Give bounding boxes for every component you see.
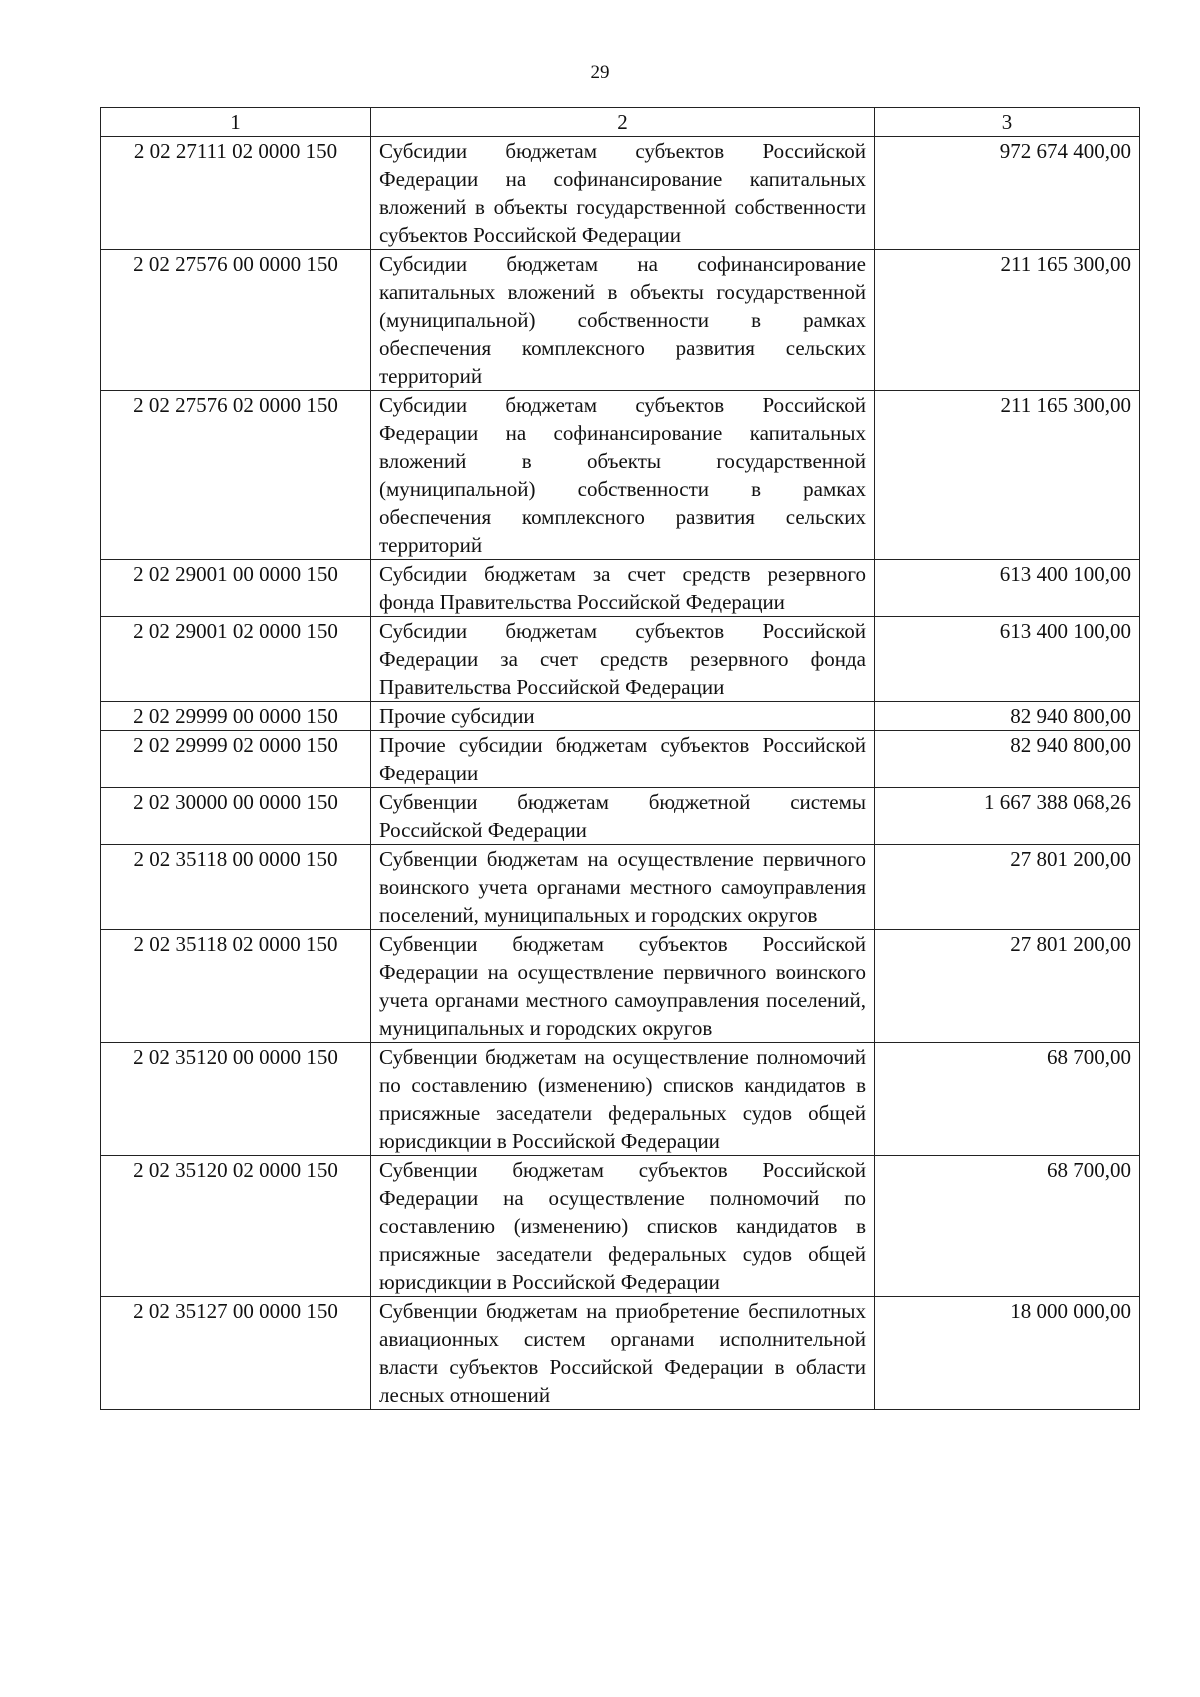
- table-row: [101, 1043, 1140, 1156]
- amount-cell: 211 165 300,00: [875, 391, 1140, 560]
- code-cell: 2 02 35120 00 0000 150: [101, 1043, 371, 1156]
- amount-cell: 613 400 100,00: [875, 560, 1140, 617]
- code-cell: 2 02 27576 02 0000 150: [101, 391, 371, 560]
- description-cell: Субвенции бюджетам на приобретение беспилотных авиационных систем органами исполнительной власти субъектов Российской Федерации в области лесных отношений: [371, 1297, 875, 1410]
- amount-cell: 82 940 800,00: [875, 731, 1140, 788]
- code-cell: 2 02 35118 00 0000 150: [101, 845, 371, 930]
- table-row: [101, 845, 1140, 930]
- code-cell: 2 02 35120 02 0000 150: [101, 1156, 371, 1297]
- table-row: [101, 1156, 1140, 1297]
- table-row: [101, 930, 1140, 1043]
- description-cell: Субсидии бюджетам за счет средств резервного фонда Правительства Российской Федерации: [371, 560, 875, 617]
- description-cell: Субвенции бюджетам субъектов Российской Федерации на осуществление полномочий по составлению (изменению) списков кандидатов в присяжные заседатели федеральных судов общей юрисдикции в Российской Федерации: [371, 1156, 875, 1297]
- description-cell: Прочие субсидии бюджетам субъектов Российской Федерации: [371, 731, 875, 788]
- page-number: 29: [590, 62, 610, 83]
- table-row: [101, 731, 1140, 788]
- table-row: [101, 250, 1140, 391]
- code-cell: 2 02 29001 02 0000 150: [101, 617, 371, 702]
- column-header-code: 1: [101, 108, 371, 137]
- amount-cell: 82 940 800,00: [875, 702, 1140, 731]
- description-cell: Субвенции бюджетам на осуществление первичного воинского учета органами местного самоуправления поселений, муниципальных и городских округов: [371, 845, 875, 930]
- description-cell: Субсидии бюджетам субъектов Российской Федерации на софинансирование капитальных вложений в объекты государственной собственности субъектов Российской Федерации: [371, 137, 875, 250]
- amount-cell: 27 801 200,00: [875, 930, 1140, 1043]
- code-cell: 2 02 29001 00 0000 150: [101, 560, 371, 617]
- code-cell: 2 02 29999 02 0000 150: [101, 731, 371, 788]
- table-header-row: [101, 108, 1140, 137]
- budget-table: [100, 107, 1140, 1410]
- amount-cell: 211 165 300,00: [875, 250, 1140, 391]
- table-row: [101, 560, 1140, 617]
- description-cell: Прочие субсидии: [371, 702, 875, 731]
- description-cell: Субвенции бюджетам бюджетной системы Российской Федерации: [371, 788, 875, 845]
- description-cell: Субсидии бюджетам субъектов Российской Федерации за счет средств резервного фонда Правительства Российской Федерации: [371, 617, 875, 702]
- amount-cell: 613 400 100,00: [875, 617, 1140, 702]
- amount-cell: 18 000 000,00: [875, 1297, 1140, 1410]
- code-cell: 2 02 35118 02 0000 150: [101, 930, 371, 1043]
- amount-cell: 1 667 388 068,26: [875, 788, 1140, 845]
- table-body: [101, 137, 1140, 1410]
- table-row: [101, 391, 1140, 560]
- column-header-description: 2: [371, 108, 875, 137]
- table-row: [101, 702, 1140, 731]
- amount-cell: 68 700,00: [875, 1043, 1140, 1156]
- code-cell: 2 02 27111 02 0000 150: [101, 137, 371, 250]
- table-row: [101, 617, 1140, 702]
- description-cell: Субвенции бюджетам субъектов Российской Федерации на осуществление первичного воинского учета органами местного самоуправления поселений, муниципальных и городских округов: [371, 930, 875, 1043]
- code-cell: 2 02 27576 00 0000 150: [101, 250, 371, 391]
- description-cell: Субвенции бюджетам на осуществление полномочий по составлению (изменению) списков кандидатов в присяжные заседатели федеральных судов общей юрисдикции в Российской Федерации: [371, 1043, 875, 1156]
- table-row: [101, 1297, 1140, 1410]
- amount-cell: 972 674 400,00: [875, 137, 1140, 250]
- amount-cell: 27 801 200,00: [875, 845, 1140, 930]
- code-cell: 2 02 29999 00 0000 150: [101, 702, 371, 731]
- description-cell: Субсидии бюджетам на софинансирование капитальных вложений в объекты государственной (муниципальной) собственности в рамках обеспечения комплексного развития сельских территорий: [371, 250, 875, 391]
- column-header-amount: 3: [875, 108, 1140, 137]
- table-row: [101, 137, 1140, 250]
- code-cell: 2 02 35127 00 0000 150: [101, 1297, 371, 1410]
- code-cell: 2 02 30000 00 0000 150: [101, 788, 371, 845]
- description-cell: Субсидии бюджетам субъектов Российской Федерации на софинансирование капитальных вложений в объекты государственной (муниципальной) собственности в рамках обеспечения комплексного развития сельских территорий: [371, 391, 875, 560]
- table-row: [101, 788, 1140, 845]
- amount-cell: 68 700,00: [875, 1156, 1140, 1297]
